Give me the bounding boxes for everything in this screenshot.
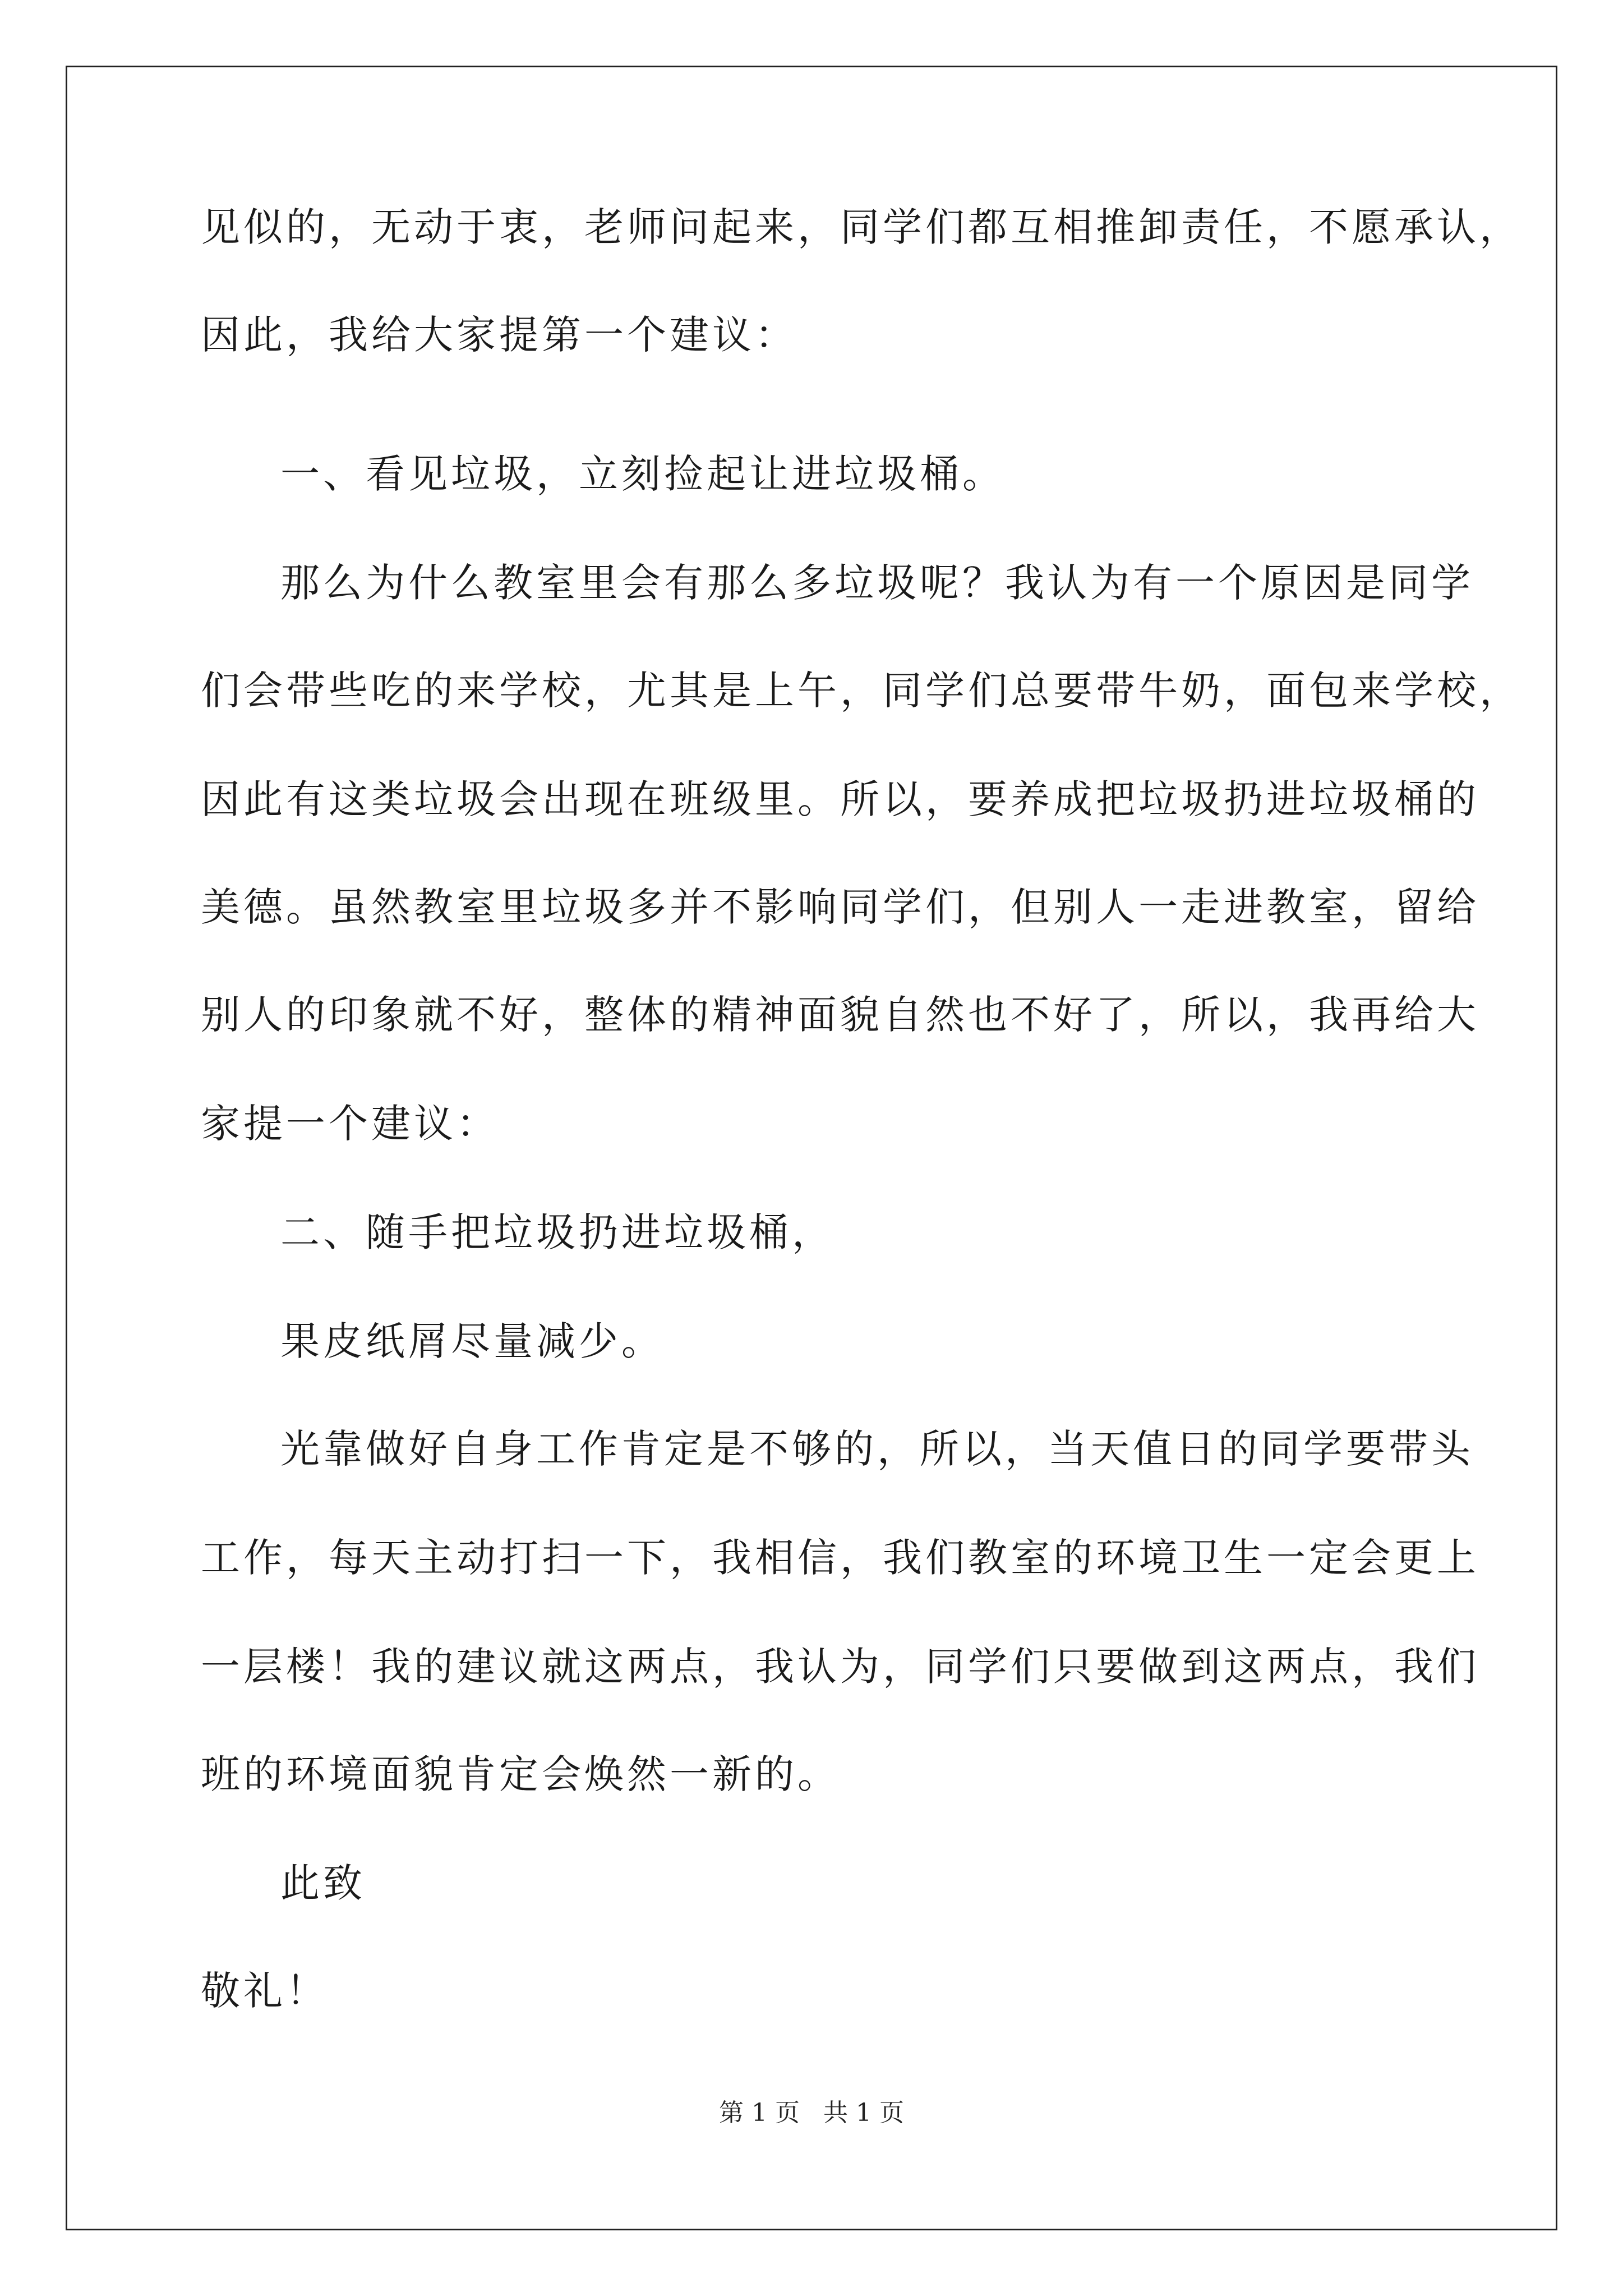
text-line: 们会带些吃的来学校，尤其是上午，同学们总要带牛奶，面包来学校，	[201, 668, 1522, 714]
text-line: 别人的印象就不好，整体的精神面貌自然也不好了，所以，我再给大	[201, 992, 1479, 1038]
text-line: 工作，每天主动打扫一下，我相信，我们教室的环境卫生一定会更上	[201, 1535, 1479, 1581]
text-line: 一层楼！我的建议就这两点，我认为，同学们只要做到这两点，我们	[201, 1644, 1479, 1690]
closing-salutation: 此致	[280, 1860, 366, 1906]
text-line: 因此，我给大家提第一个建议：	[201, 312, 797, 358]
page-number-footer: 第 1 页 共 1 页	[719, 2099, 904, 2127]
text-line: 那么为什么教室里会有那么多垃圾呢？我认为有一个原因是同学	[280, 560, 1474, 606]
text-line: 光靠做好自身工作肯定是不够的，所以，当天值日的同学要带头	[280, 1426, 1474, 1472]
text-line: 美德。虽然教室里垃圾多并不影响同学们，但别人一走进教室，留给	[201, 884, 1479, 930]
closing-regards: 敬礼！	[201, 1968, 329, 2014]
text-line: 因此有这类垃圾会出现在班级里。所以，要养成把垃圾扔进垃圾桶的	[201, 776, 1479, 822]
text-line: 一、看见垃圾，立刻捡起让进垃圾桶。	[280, 451, 1005, 497]
text-line: 果皮纸屑尽量减少。	[280, 1318, 664, 1364]
text-line: 二、随手把垃圾扔进垃圾桶，	[280, 1209, 834, 1255]
text-line: 见似的，无动于衷，老师问起来，同学们都互相推卸责任，不愿承认，	[201, 204, 1522, 250]
text-line: 家提一个建议：	[201, 1101, 499, 1147]
text-line: 班的环境面貌肯定会焕然一新的。	[201, 1751, 840, 1797]
